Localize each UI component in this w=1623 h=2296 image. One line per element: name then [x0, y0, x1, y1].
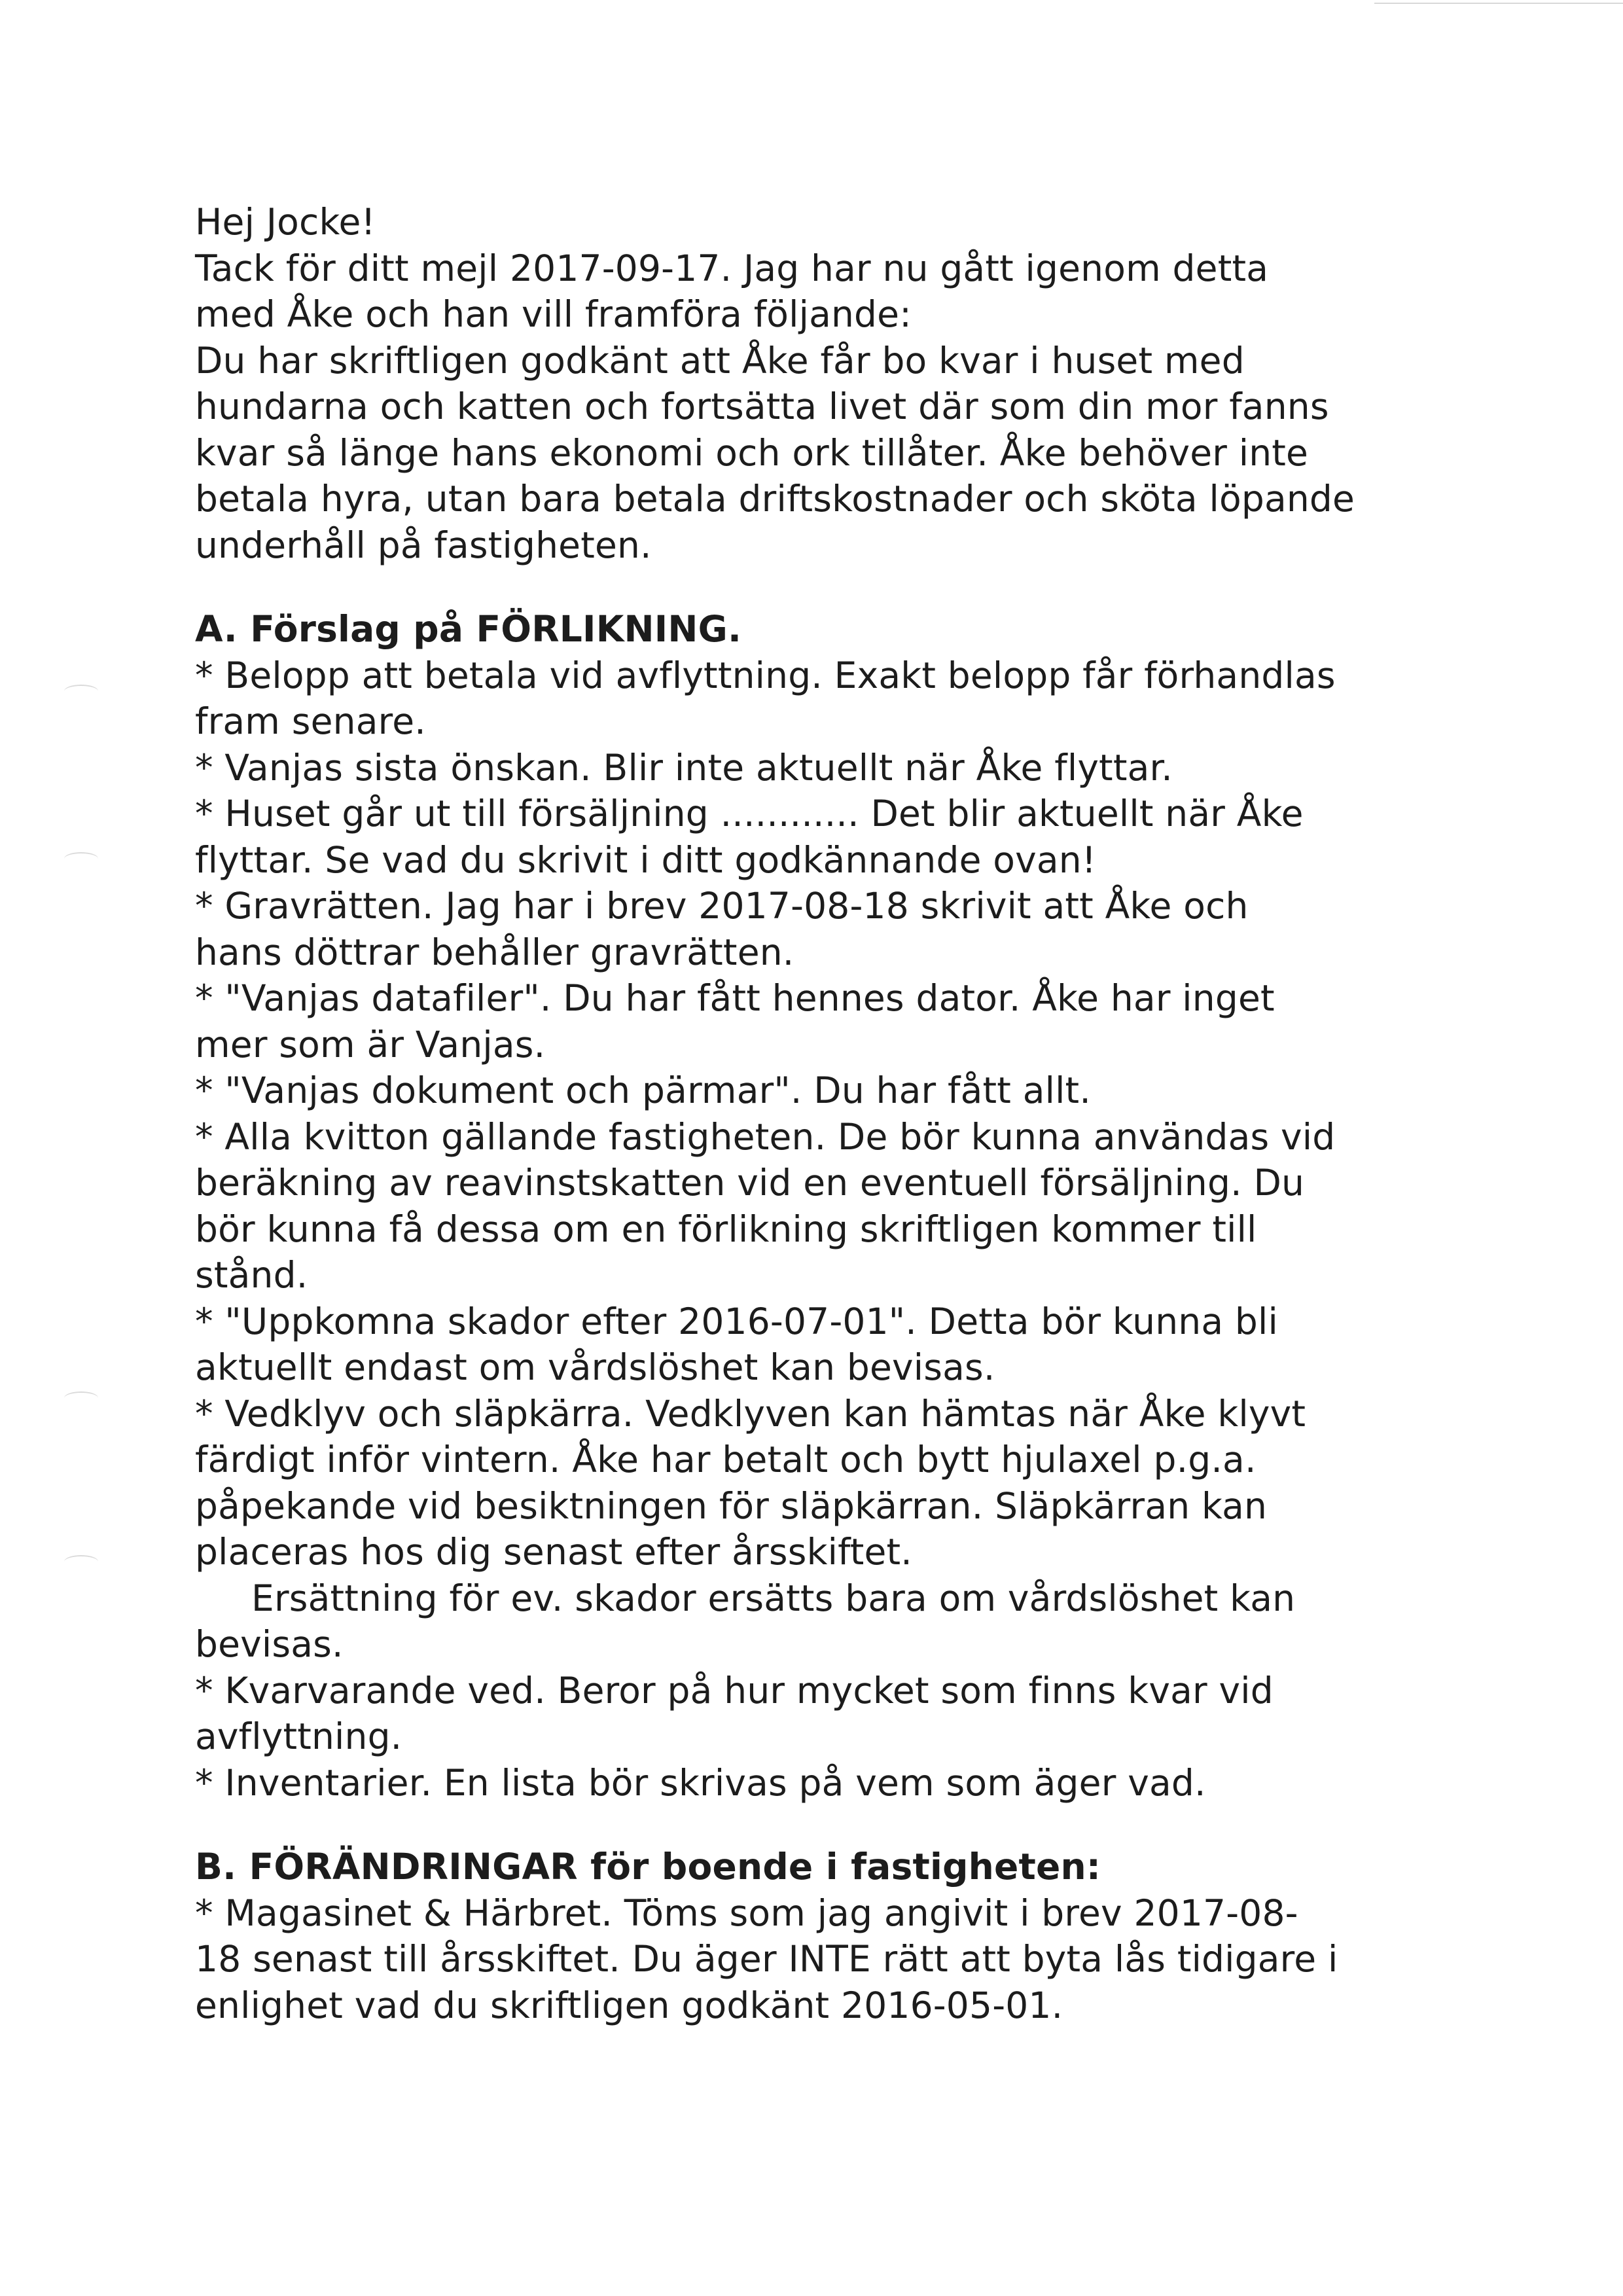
text-line: * Vanjas sista önskan. Blir inte aktuellt när Åke flyttar.: [195, 746, 1173, 789]
text-line: beräkning av reavinstskatten vid en eventuell försäljning. Du: [195, 1162, 1305, 1204]
text-line: aktuellt endast om vårdslöshet kan bevisas.: [195, 1346, 995, 1388]
text-line: placeras hos dig senast efter årsskiftet.: [195, 1531, 912, 1573]
text-line: * "Vanjas datafiler". Du har fått hennes dator. Åke har inget: [195, 977, 1275, 1019]
text-line: Tack för ditt mejl 2017-09-17. Jag har nu gått igenom detta: [195, 247, 1269, 289]
text-line: * "Uppkomna skador efter 2016-07-01". Detta bör kunna bli: [195, 1300, 1279, 1342]
text-line: * Belopp att betala vid avflyttning. Exakt belopp får förhandlas: [195, 654, 1336, 696]
text-line: kvar så länge hans ekonomi och ork tillåter. Åke behöver inte: [195, 431, 1309, 474]
text-line: enlighet vad du skriftligen godkänt 2016-05-01.: [195, 1984, 1063, 2026]
section-a-heading: A. Förslag på FÖRLIKNING.: [195, 608, 742, 650]
paragraph-gap: [195, 568, 1438, 606]
text-line: betala hyra, utan bara betala driftskostnader och sköta löpande: [195, 478, 1355, 520]
greeting: Hej Jocke!: [195, 201, 376, 243]
text-line: * Magasinet & Härbret. Töms som jag angivit i brev 2017-08-: [195, 1892, 1298, 1934]
punch-hole-mark: [64, 685, 98, 698]
text-line: bör kunna få dessa om en förlikning skriftligen kommer till: [195, 1208, 1257, 1250]
text-line: underhåll på fastigheten.: [195, 524, 652, 566]
text-line: * Huset går ut till försäljning ............ Det blir aktuellt när Åke: [195, 793, 1304, 834]
text-line: * Inventarier. En lista bör skrivas på vem som äger vad.: [195, 1761, 1206, 1804]
scan-edge-line: [1374, 3, 1623, 4]
section-b-heading: B. FÖRÄNDRINGAR för boende i fastigheten:: [195, 1846, 1101, 1888]
punch-hole-mark: [64, 1391, 98, 1405]
text-line: Du har skriftligen godkänt att Åke får bo kvar i huset med: [195, 339, 1245, 382]
section-a: [195, 606, 1438, 1806]
text-line: färdigt inför vintern. Åke har betalt och bytt hjulaxel p.g.a.: [195, 1439, 1257, 1480]
text-line: hundarna och katten och fortsätta livet där som din mor fanns: [195, 386, 1329, 427]
punch-hole-mark: [64, 852, 98, 865]
text-line: * Kvarvarande ved. Beror på hur mycket som finns kvar vid: [195, 1669, 1274, 1712]
text-line: 18 senast till årsskiftet. Du äger INTE rätt att byta lås tidigare i: [195, 1938, 1338, 1980]
punch-hole-mark: [64, 1555, 98, 1568]
text-line: stånd.: [195, 1254, 308, 1296]
paragraph-gap: [195, 1806, 1438, 1844]
letter-body: [195, 199, 1438, 2028]
text-line: * Gravrätten. Jag har i brev 2017-08-18 skrivit att Åke och: [195, 885, 1249, 927]
text-line: fram senare.: [195, 700, 426, 742]
text-line: avflyttning.: [195, 1715, 402, 1757]
text-line: flyttar. Se vad du skrivit i ditt godkännande ovan!: [195, 838, 1097, 881]
text-line: * Vedklyv och släpkärra. Vedklyven kan hämtas när Åke klyvt: [195, 1392, 1306, 1435]
intro-paragraph: [195, 245, 1438, 569]
indented-text-line: Ersättning för ev. skador ersätts bara om vårdslöshet kan: [251, 1577, 1296, 1619]
text-line: påpekande vid besiktningen för släpkärran. Släpkärran kan: [195, 1484, 1268, 1527]
text-line: hans döttrar behåller gravrätten.: [195, 931, 794, 973]
text-line: bevisas.: [195, 1623, 344, 1665]
text-line: med Åke och han vill framföra följande:: [195, 293, 912, 335]
text-line: mer som är Vanjas.: [195, 1023, 546, 1066]
text-line: * "Vanjas dokument och pärmar". Du har fått allt.: [195, 1069, 1092, 1111]
text-line: * Alla kvitton gällande fastigheten. De bör kunna användas vid: [195, 1115, 1336, 1158]
section-b: [195, 1844, 1438, 2028]
